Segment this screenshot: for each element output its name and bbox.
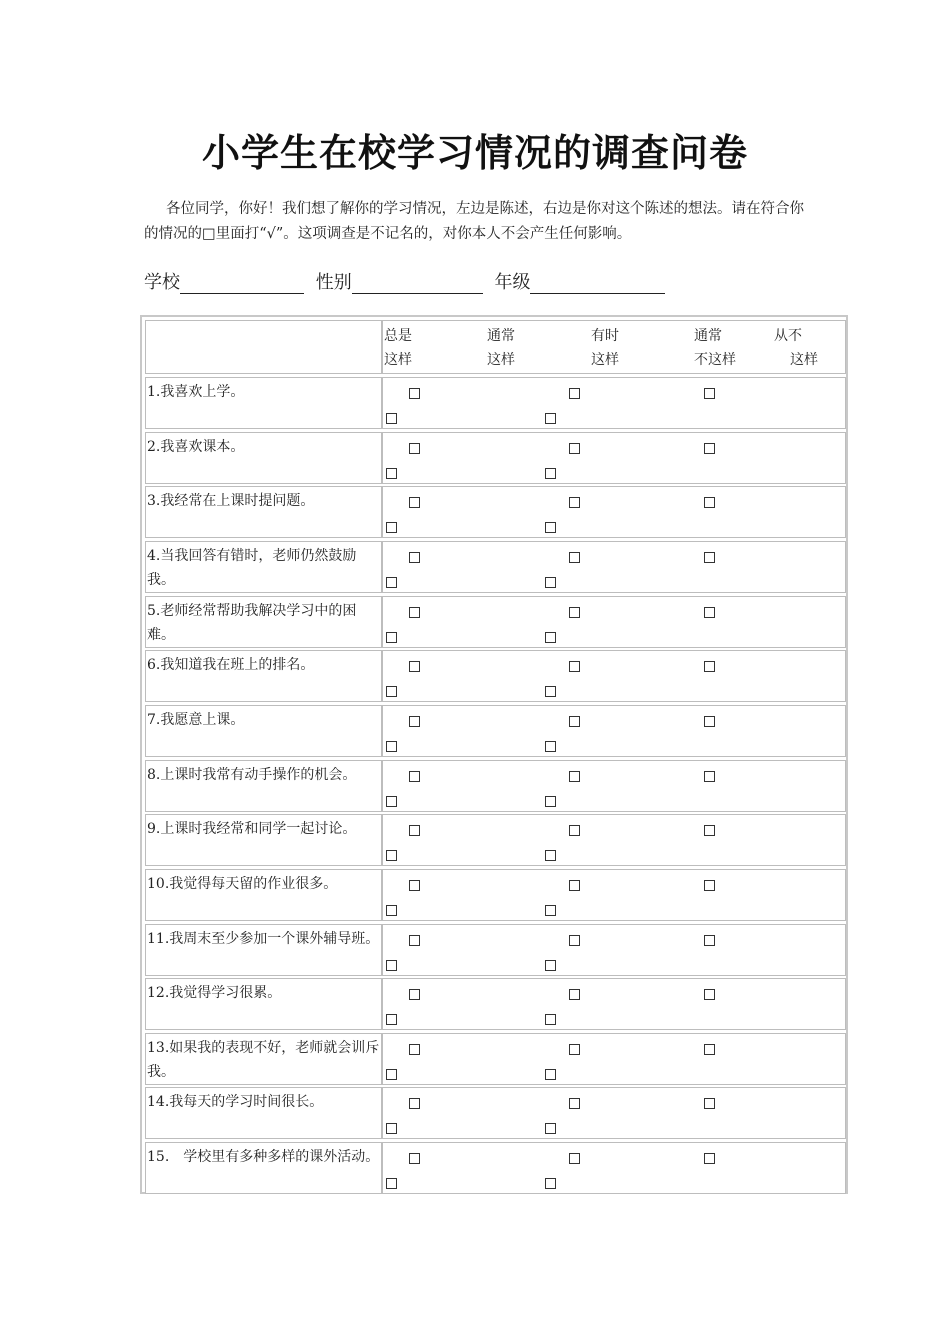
checkbox-q7-opt4[interactable] <box>386 741 397 752</box>
answer-cell <box>382 760 846 812</box>
checkbox-q3-opt3[interactable] <box>704 497 715 508</box>
checkbox-q4-opt5[interactable] <box>545 577 556 588</box>
checkbox-q12-opt2[interactable] <box>569 989 580 1000</box>
answer-cell <box>382 705 846 757</box>
checkbox-q10-opt1[interactable] <box>409 880 420 891</box>
answer-cell <box>382 814 846 866</box>
checkbox-q8-opt3[interactable] <box>704 771 715 782</box>
checkbox-q10-opt3[interactable] <box>704 880 715 891</box>
checkbox-q14-opt1[interactable] <box>409 1098 420 1109</box>
checkbox-q10-opt4[interactable] <box>386 905 397 916</box>
checkbox-q11-opt1[interactable] <box>409 935 420 946</box>
survey-table <box>140 315 848 1194</box>
intro-paragraph <box>144 197 816 247</box>
answer-cell <box>382 541 846 593</box>
checkbox-q15-opt5[interactable] <box>545 1178 556 1189</box>
checkbox-q5-opt1[interactable] <box>409 607 420 618</box>
option-header-1-line2: 这样 <box>384 352 412 368</box>
intro-text: 各位同学，你好！我们想了解你的学习情况，左边是陈述，右边是你对这个陈述的想法。请在符合你的情况的□里面打“√”。这项调查是不记名的，对你本人不会产生任何影响。 <box>144 201 804 242</box>
checkbox-q2-opt4[interactable] <box>386 468 397 479</box>
question-cell: 1.我喜欢上学。 <box>145 377 382 429</box>
checkbox-q9-opt2[interactable] <box>569 825 580 836</box>
checkbox-q12-opt1[interactable] <box>409 989 420 1000</box>
checkbox-q2-opt3[interactable] <box>704 443 715 454</box>
checkbox-q3-opt5[interactable] <box>545 522 556 533</box>
checkbox-q2-opt1[interactable] <box>409 443 420 454</box>
option-header-4-line1: 通常 <box>694 328 722 344</box>
answer-cell <box>382 1087 846 1139</box>
checkbox-q15-opt2[interactable] <box>569 1153 580 1164</box>
checkbox-q10-opt5[interactable] <box>545 905 556 916</box>
checkbox-q1-opt4[interactable] <box>386 413 397 424</box>
grade-label: 年级 <box>494 272 531 293</box>
checkbox-q13-opt4[interactable] <box>386 1069 397 1080</box>
answer-cell <box>382 1142 846 1194</box>
question-cell: 3.我经常在上课时提问题。 <box>145 486 382 538</box>
page-title: 小学生在校学习情况的调查问卷 <box>201 130 748 175</box>
checkbox-q8-opt4[interactable] <box>386 796 397 807</box>
question-cell: 8.上课时我常有动手操作的机会。 <box>145 760 382 812</box>
gender-label: 性别 <box>315 272 352 293</box>
question-cell: 9.上课时我经常和同学一起讨论。 <box>145 814 382 866</box>
option-header-3-line2: 这样 <box>591 352 619 368</box>
checkbox-q1-opt2[interactable] <box>569 388 580 399</box>
checkbox-q7-opt5[interactable] <box>545 741 556 752</box>
student-info-line <box>144 268 665 294</box>
checkbox-q13-opt5[interactable] <box>545 1069 556 1080</box>
question-cell: 6.我知道我在班上的排名。 <box>145 650 382 702</box>
answer-cell <box>382 432 846 484</box>
checkbox-q1-opt5[interactable] <box>545 413 556 424</box>
answer-cell <box>382 978 846 1030</box>
checkbox-q5-opt4[interactable] <box>386 632 397 643</box>
checkbox-q13-opt3[interactable] <box>704 1044 715 1055</box>
header-empty-cell <box>145 320 382 374</box>
checkbox-q6-opt5[interactable] <box>545 686 556 697</box>
question-cell: 5.老师经常帮助我解决学习中的困难。 <box>145 596 382 648</box>
checkbox-q7-opt1[interactable] <box>409 716 420 727</box>
answer-cell <box>382 596 846 648</box>
header-options-cell <box>382 320 846 374</box>
question-cell: 2.我喜欢课本。 <box>145 432 382 484</box>
checkbox-q11-opt4[interactable] <box>386 960 397 971</box>
option-header-2-line2: 这样 <box>487 352 515 368</box>
answer-cell <box>382 650 846 702</box>
checkbox-q15-opt1[interactable] <box>409 1153 420 1164</box>
checkbox-q6-opt3[interactable] <box>704 661 715 672</box>
checkbox-q9-opt1[interactable] <box>409 825 420 836</box>
checkbox-q1-opt1[interactable] <box>409 388 420 399</box>
answer-cell <box>382 869 846 921</box>
checkbox-q5-opt5[interactable] <box>545 632 556 643</box>
option-header-1-line1: 总是 <box>384 328 412 344</box>
checkbox-q11-opt5[interactable] <box>545 960 556 971</box>
checkbox-q12-opt3[interactable] <box>704 989 715 1000</box>
checkbox-q3-opt4[interactable] <box>386 522 397 533</box>
question-cell: 15. 学校里有多种多样的课外活动。 <box>145 1142 382 1194</box>
checkbox-q9-opt5[interactable] <box>545 850 556 861</box>
checkbox-q1-opt3[interactable] <box>704 388 715 399</box>
question-cell: 11.我周末至少参加一个课外辅导班。 <box>145 924 382 976</box>
school-label: 学校 <box>144 272 180 293</box>
option-header-5-line1: 从不 <box>774 328 802 344</box>
checkbox-q6-opt1[interactable] <box>409 661 420 672</box>
answer-cell <box>382 1033 846 1085</box>
checkbox-q3-opt1[interactable] <box>409 497 420 508</box>
checkbox-q4-opt1[interactable] <box>409 552 420 563</box>
option-header-4-line2: 不这样 <box>694 352 736 368</box>
checkbox-q3-opt2[interactable] <box>569 497 580 508</box>
checkbox-q4-opt4[interactable] <box>386 577 397 588</box>
option-header-3-line1: 有时 <box>591 328 619 344</box>
checkbox-q7-opt2[interactable] <box>569 716 580 727</box>
checkbox-q6-opt2[interactable] <box>569 661 580 672</box>
checkbox-q9-opt3[interactable] <box>704 825 715 836</box>
checkbox-q11-opt2[interactable] <box>569 935 580 946</box>
checkbox-q5-opt3[interactable] <box>704 607 715 618</box>
option-header-2-line1: 通常 <box>487 328 515 344</box>
checkbox-q14-opt5[interactable] <box>545 1123 556 1134</box>
checkbox-q9-opt4[interactable] <box>386 850 397 861</box>
checkbox-q7-opt3[interactable] <box>704 716 715 727</box>
checkbox-q14-opt2[interactable] <box>569 1098 580 1109</box>
gender-blank[interactable] <box>352 273 483 294</box>
checkbox-q14-opt4[interactable] <box>386 1123 397 1134</box>
checkbox-q15-opt3[interactable] <box>704 1153 715 1164</box>
checkbox-q12-opt4[interactable] <box>386 1014 397 1025</box>
grade-blank[interactable] <box>530 273 665 294</box>
answer-cell <box>382 377 846 429</box>
checkbox-q4-opt3[interactable] <box>704 552 715 563</box>
checkbox-q4-opt2[interactable] <box>569 552 580 563</box>
checkbox-q10-opt2[interactable] <box>569 880 580 891</box>
checkbox-q8-opt1[interactable] <box>409 771 420 782</box>
option-header-5-line2: 这样 <box>790 352 818 368</box>
question-cell: 12.我觉得学习很累。 <box>145 978 382 1030</box>
checkbox-q5-opt2[interactable] <box>569 607 580 618</box>
question-cell: 10.我觉得每天留的作业很多。 <box>145 869 382 921</box>
checkbox-q6-opt4[interactable] <box>386 686 397 697</box>
checkbox-q13-opt1[interactable] <box>409 1044 420 1055</box>
question-cell: 7.我愿意上课。 <box>145 705 382 757</box>
answer-cell <box>382 924 846 976</box>
checkbox-q12-opt5[interactable] <box>545 1014 556 1025</box>
checkbox-q8-opt2[interactable] <box>569 771 580 782</box>
checkbox-q2-opt5[interactable] <box>545 468 556 479</box>
question-cell: 4.当我回答有错时，老师仍然鼓励我。 <box>145 541 382 593</box>
checkbox-q11-opt3[interactable] <box>704 935 715 946</box>
checkbox-q15-opt4[interactable] <box>386 1178 397 1189</box>
question-cell: 13.如果我的表现不好，老师就会训斥我。 <box>145 1033 382 1085</box>
checkbox-q2-opt2[interactable] <box>569 443 580 454</box>
school-blank[interactable] <box>180 273 304 294</box>
question-cell: 14.我每天的学习时间很长。 <box>145 1087 382 1139</box>
checkbox-q8-opt5[interactable] <box>545 796 556 807</box>
checkbox-q14-opt3[interactable] <box>704 1098 715 1109</box>
answer-cell <box>382 486 846 538</box>
checkbox-q13-opt2[interactable] <box>569 1044 580 1055</box>
